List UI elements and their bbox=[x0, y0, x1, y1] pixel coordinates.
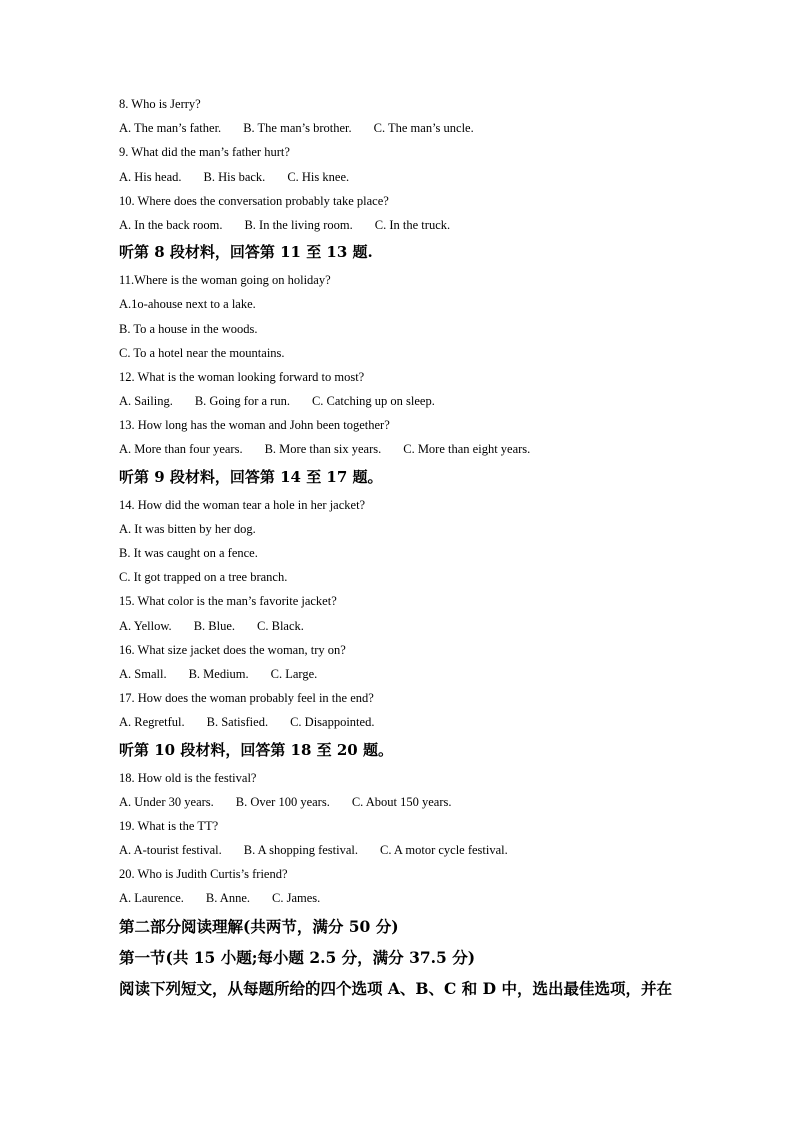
option-a: A. Small. bbox=[119, 666, 167, 681]
option-b: B. A shopping festival. bbox=[243, 843, 359, 858]
section-1-title: 第一节(共 15 小题;每小题 2.5 分，满分 37.5 分) bbox=[119, 947, 476, 967]
reading-instructions: 阅读下列短文，从每题所给的四个选项 A、B、C 和 D 中，选出最佳选项，并在 bbox=[119, 978, 672, 998]
question-17-options bbox=[119, 710, 709, 734]
question-15-options bbox=[119, 614, 709, 638]
section-heading-material-9: 听第 9 段材料，回答第 14 至 17 题。 bbox=[119, 467, 383, 486]
question-14-option-c: C. It got trapped on a tree branch. bbox=[119, 570, 288, 585]
option-c: C. Black. bbox=[257, 618, 304, 633]
option-b: B. The man’s brother. bbox=[243, 121, 352, 136]
option-b: B. In the living room. bbox=[244, 217, 353, 232]
question-10-options bbox=[119, 213, 709, 237]
question-14-option-b: B. It was caught on a fence. bbox=[119, 546, 258, 560]
option-a: A. Laurence. bbox=[119, 891, 184, 906]
option-a: A. In the back room. bbox=[119, 217, 223, 232]
question-16-options bbox=[119, 662, 709, 686]
question-12: 12. What is the woman looking forward to most? bbox=[119, 369, 365, 384]
option-b: B. His back. bbox=[203, 169, 266, 184]
option-a: A. More than four years. bbox=[119, 442, 243, 457]
question-11: 11.Where is the woman going on holiday? bbox=[119, 273, 331, 288]
option-a: A. A-tourist festival. bbox=[119, 843, 222, 858]
option-c: C. About 150 years. bbox=[351, 794, 452, 809]
option-c: C. Disappointed. bbox=[290, 715, 375, 730]
question-8: 8. Who is Jerry? bbox=[119, 97, 201, 111]
question-11-option-a: A.1o-ahouse next to a lake. bbox=[119, 297, 256, 312]
question-20-options bbox=[119, 886, 709, 910]
question-15: 15. What color is the man’s favorite jacket? bbox=[119, 594, 337, 609]
question-13: 13. How long has the woman and John been together? bbox=[119, 418, 390, 433]
question-16: 16. What size jacket does the woman, try on? bbox=[119, 642, 346, 657]
option-c: C. The man’s uncle. bbox=[373, 121, 474, 136]
option-c: C. A motor cycle festival. bbox=[380, 843, 508, 858]
option-c: C. Large. bbox=[270, 666, 318, 681]
option-a: A. His head. bbox=[119, 169, 182, 184]
option-a: A. The man’s father. bbox=[119, 121, 222, 136]
option-b: B. Over 100 years. bbox=[235, 794, 330, 809]
option-c: C. More than eight years. bbox=[403, 442, 531, 457]
question-13-options bbox=[119, 437, 709, 461]
section-heading-material-10: 听第 10 段材料，回答第 18 至 20 题。 bbox=[119, 740, 393, 759]
part-2-title: 第二部分阅读理解(共两节，满分 50 分) bbox=[119, 916, 399, 936]
question-19: 19. What is the TT? bbox=[119, 818, 219, 833]
option-c: C. James. bbox=[272, 891, 321, 906]
question-19-options bbox=[119, 838, 709, 862]
option-c: C. His knee. bbox=[287, 169, 350, 184]
question-17: 17. How does the woman probably feel in the end? bbox=[119, 691, 374, 706]
question-20: 20. Who is Judith Curtis’s friend? bbox=[119, 867, 288, 882]
option-a: A. Regretful. bbox=[119, 715, 185, 730]
option-b: B. More than six years. bbox=[264, 442, 382, 457]
question-14-option-a: A. It was bitten by her dog. bbox=[119, 521, 256, 536]
question-10: 10. Where does the conversation probably take place? bbox=[119, 193, 389, 208]
option-a: A. Sailing. bbox=[119, 394, 173, 409]
exam-content bbox=[119, 92, 709, 1004]
question-9-options bbox=[119, 165, 709, 189]
question-18: 18. How old is the festival? bbox=[119, 770, 257, 785]
option-b: B. Anne. bbox=[205, 891, 251, 906]
question-11-option-b: B. To a house in the woods. bbox=[119, 321, 258, 336]
option-b: B. Going for a run. bbox=[194, 394, 290, 409]
question-9: 9. What did the man’s father hurt? bbox=[119, 145, 290, 160]
option-c: C. Catching up on sleep. bbox=[311, 394, 435, 409]
question-11-option-c: C. To a hotel near the mountains. bbox=[119, 345, 285, 360]
question-18-options bbox=[119, 790, 709, 814]
option-a: A. Under 30 years. bbox=[119, 794, 214, 809]
question-14: 14. How did the woman tear a hole in her jacket? bbox=[119, 497, 366, 512]
option-b: B. Satisfied. bbox=[206, 715, 269, 730]
section-heading-material-8: 听第 8 段材料，回答第 11 至 13 题. bbox=[119, 243, 373, 262]
option-a: A. Yellow. bbox=[119, 618, 172, 633]
question-12-options bbox=[119, 389, 709, 413]
option-c: C. In the truck. bbox=[374, 217, 451, 232]
option-b: B. Medium. bbox=[188, 666, 249, 681]
option-b: B. Blue. bbox=[193, 618, 236, 633]
question-8-options bbox=[119, 116, 709, 140]
